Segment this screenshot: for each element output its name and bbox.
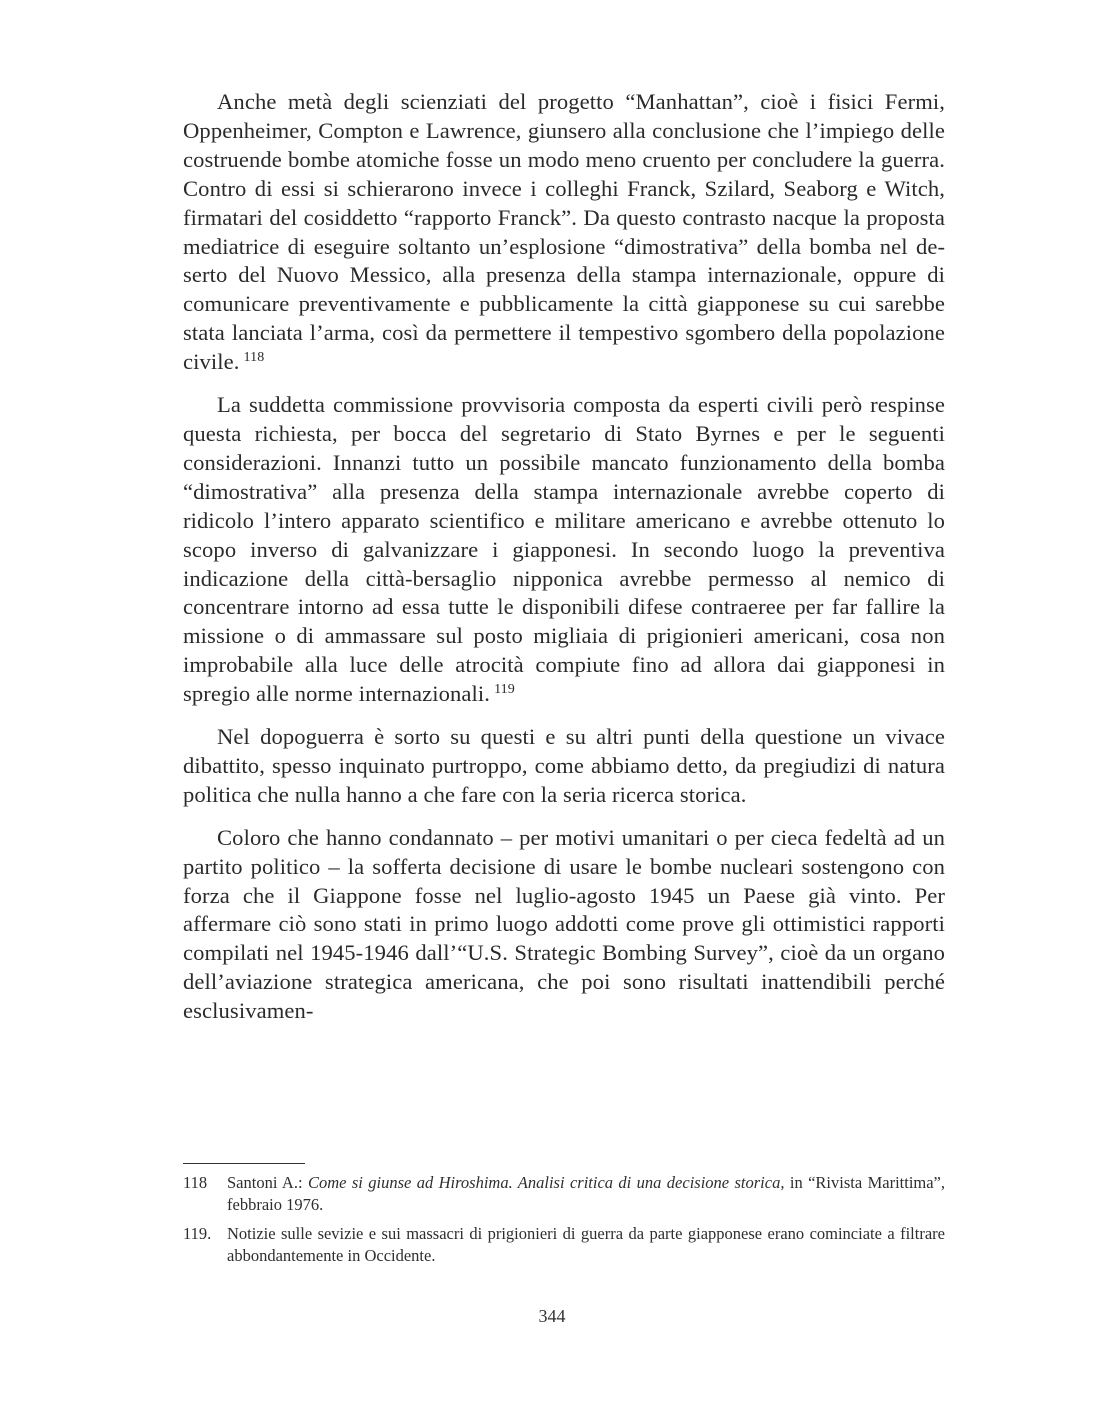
footnote-text bbox=[227, 1172, 945, 1215]
paragraph-3: Nel dopoguerra è sorto su questi e su altri punti della questione un vivace dibattito, spesso inquinato purtroppo, come abbiamo detto, da pregiudizi di natura politica che nulla hanno a che fare con la seria ricerca storica. bbox=[183, 724, 945, 807]
footnote-source: in “Rivista Marittima”, febbraio 1976. bbox=[227, 1173, 946, 1214]
footnote-number: 118 bbox=[183, 1173, 208, 1192]
footnote-ref-119[interactable]: 119 bbox=[494, 682, 515, 698]
footnote-author: Santoni A.: bbox=[227, 1173, 303, 1192]
footnote-119 bbox=[183, 1223, 945, 1266]
paragraph-1: Anche metà degli scienziati del progetto “Manhattan”, cioè i fisici Fermi, Oppenheimer, Compton e Lawrence, giunsero alla conclusione che l’impiego delle costruende bombe atomiche fosse un modo meno cruento per concludere la guerra. Contro di essi si schierarono invece i colleghi Franck, Szilard, Seaborg e Witch, firmatari del cosiddetto “rapporto Franck”. Da questo contrasto nacque la proposta mediatrice di eseguire soltanto un’esplosione “dimostrativa” della bomba nel deserto del Nuovo Messico, alla presenza della stampa internazionale, oppure di comunicare preventivamente e pubblicamente la città giapponese su cui sarebbe stata lanciata l’arma, così da permettere il tempestivo sgombero della popolazione civile. $^{118}$ bbox=[183, 89, 945, 375]
footnote-text: Notizie sulle sevizie e sui massacri di prigionieri di guerra da parte giapponese erano cominciate a filtrare abbondantemente in Occidente. bbox=[227, 1224, 945, 1265]
footnotes bbox=[183, 1172, 945, 1274]
paragraph-2: La suddetta commissione provvisoria composta da esperti civili però respinse questa richiesta, per bocca del segretario di Stato Byrnes e per le seguenti considerazioni. Innanzi tutto un possibile mancato funzionamento della bomba “dimostrativa” alla presenza della stampa internazionale avrebbe coperto di ridicolo l’intero apparato scientifico e militare americano e avrebbe ottenuto lo scopo inverso di galvanizzare i giapponesi. In secondo luogo la preventiva indicazione della città-bersaglio nipponica avrebbe permesso al nemico di concentrare intorno ad essa tutte le disponibili difese contraeree per far fallire la missione o di ammassare sul posto migliaia di prigionieri americani, cosa non improbabile alla luce delle atrocità compiute fino ad allora dai giapponesi in spregio alle norme internazionali. $^{119}$ bbox=[183, 392, 945, 707]
page-number: 344 bbox=[538, 1306, 566, 1326]
body-text bbox=[183, 88, 945, 1040]
footnote-number: 119. bbox=[183, 1224, 212, 1243]
footnote-118 bbox=[183, 1172, 945, 1215]
footnote-ref-118[interactable]: 118 bbox=[243, 350, 265, 366]
footnote-title: Come si giunse ad Hiroshima. Analisi critica di una decisione storica, bbox=[307, 1173, 785, 1192]
paragraph-4: Coloro che hanno condannato – per motivi umanitari o per cieca fedeltà ad un partito politico – la sofferta decisione di usare le bombe nucleari sostengono con forza che il Giappone fosse nel luglio-agosto 1945 un Paese già vinto. Per affermare ciò sono stati in primo luogo addotti come prove gli ottimistici rapporti compilati nel 1945-1946 dall’“U.S. Strategic Bombing Survey”, cioè da un organo dell’aviazione strategica americana, che poi sono risultati inattendibili perché esclusivamen- bbox=[183, 824, 945, 1024]
footnote-separator bbox=[183, 1163, 305, 1164]
